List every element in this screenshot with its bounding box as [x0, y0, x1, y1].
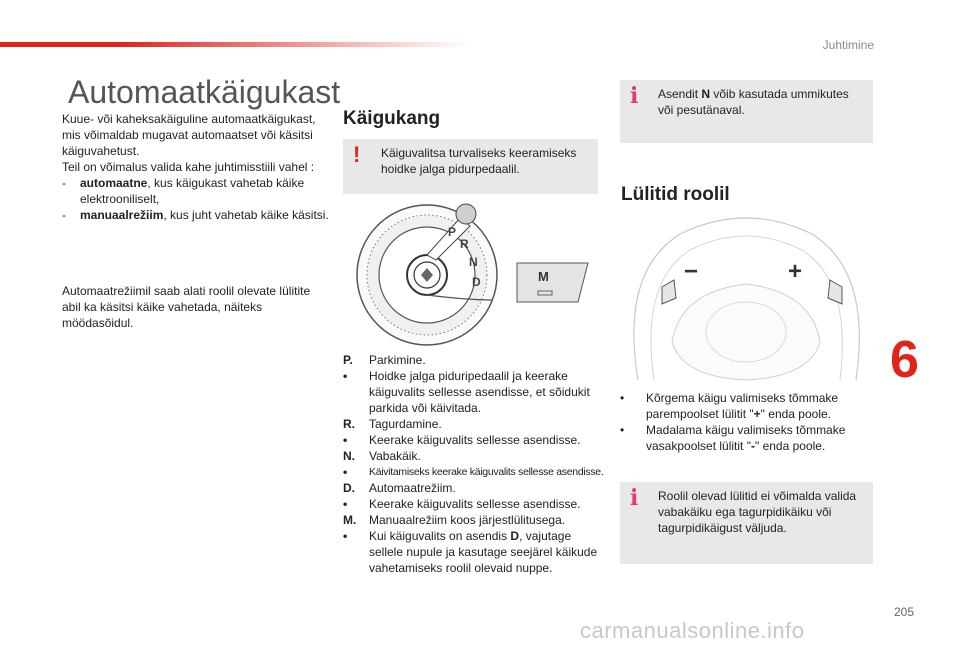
list-item: • Käivitamiseks keerake käiguvalits sellesse asendisse.	[343, 465, 604, 479]
list-item: D. Automaatrežiim.	[343, 481, 456, 495]
gear-selector-illustration	[352, 200, 597, 350]
wheel-hub	[672, 284, 820, 380]
warning-icon: !	[353, 142, 361, 167]
dial-letter-p: P	[448, 225, 457, 239]
intro-paragraph: Kuue- või kaheksakäiguline automaatkäigukast, mis võimaldab mugavat automaatset või käsitsi käiguvahetust.	[62, 112, 316, 158]
steering-wheel-illustration	[620, 212, 873, 382]
minus-label: −	[684, 258, 699, 285]
mode-list	[62, 175, 330, 223]
list-item: • Kõrgema käigu valimiseks tõmmake parempoolset lülitit "+" enda poole.	[620, 391, 839, 421]
list-item: • Kui käiguvalits on asendis D, vajutage sellele nupule ja kasutage seejärel käikude vahetamiseks roolil olevaid nuppe.	[343, 529, 598, 575]
section-label: Juhtimine	[822, 38, 874, 52]
gear-positions-list	[343, 352, 605, 576]
dial-letter-d: D	[472, 275, 481, 289]
steering-switches-heading: Lülitid roolil	[621, 184, 730, 205]
gear-lever-heading: Käigukang	[343, 108, 441, 129]
chapter-number: 6	[890, 331, 919, 389]
list-item: R. Tagurdamine.	[343, 417, 442, 431]
info-text: Roolil olevad lülitid ei võimalda valida vabakäiku ega tagurpidikäiku või tagurpidikäigust väljuda.	[658, 489, 857, 535]
list-item: - automaatne, kus käigukast vahetab käike elektrooniliselt,	[62, 176, 305, 206]
list-item: P. Parkimine.	[343, 353, 426, 367]
manual-override-paragraph: Automaatrežiimil saab alati roolil olevate lülitite abil ka käsitsi käike vahetada, näiteks möödasõidul.	[62, 284, 311, 330]
info-note-neutral	[620, 80, 873, 143]
list-item: • Madalama käigu valimiseks tõmmake vasakpoolset lülitit "-" enda poole.	[620, 423, 846, 453]
info-icon: i	[630, 485, 639, 511]
info-note-steering	[620, 482, 873, 564]
watermark: carmanualsonline.info	[580, 618, 805, 643]
info-icon: i	[630, 83, 639, 109]
dial-letter-n: N	[469, 255, 478, 269]
pointer-tip	[456, 204, 476, 224]
steering-switches-list	[620, 390, 870, 454]
plus-label: +	[788, 258, 803, 285]
left-paddle-icon	[662, 280, 676, 304]
list-item: - manuaalrežiim, kus juht vahetab käike käsitsi.	[62, 208, 329, 222]
list-item: • Keerake käiguvalits sellesse asendisse.	[343, 433, 581, 447]
page-number: 205	[893, 605, 914, 619]
list-item: N. Vabakäik.	[343, 449, 421, 463]
right-paddle-icon	[828, 280, 842, 304]
manual-button-label: M	[538, 269, 549, 284]
manual-mode-button	[517, 263, 588, 302]
list-item: • Keerake käiguvalits sellesse asendisse.	[343, 497, 581, 511]
header-accent-bar	[0, 42, 470, 47]
warning-note	[343, 139, 598, 194]
list-item: M. Manuaalrežiim koos järjestlülitusega.	[343, 513, 566, 527]
list-item: • Hoidke jalga piduripedaalil ja keerake käiguvalits sellesse asendisse, et sõidukit parkida või käivitada.	[343, 369, 590, 415]
intro-paragraph: Teil on võimalus valida kahe juhtimisstiili vahel :	[62, 160, 315, 174]
intro-text	[62, 111, 330, 223]
page-title: Automaatkäigukast	[68, 74, 341, 110]
warning-text: Käiguvalitsa turvaliseks keeramiseks hoidke jalga pidurpedaalil.	[381, 146, 577, 176]
dial-letter-r: R	[460, 237, 469, 251]
info-text: Asendit N võib kasutada ummikutes või pesutänaval.	[658, 87, 849, 117]
